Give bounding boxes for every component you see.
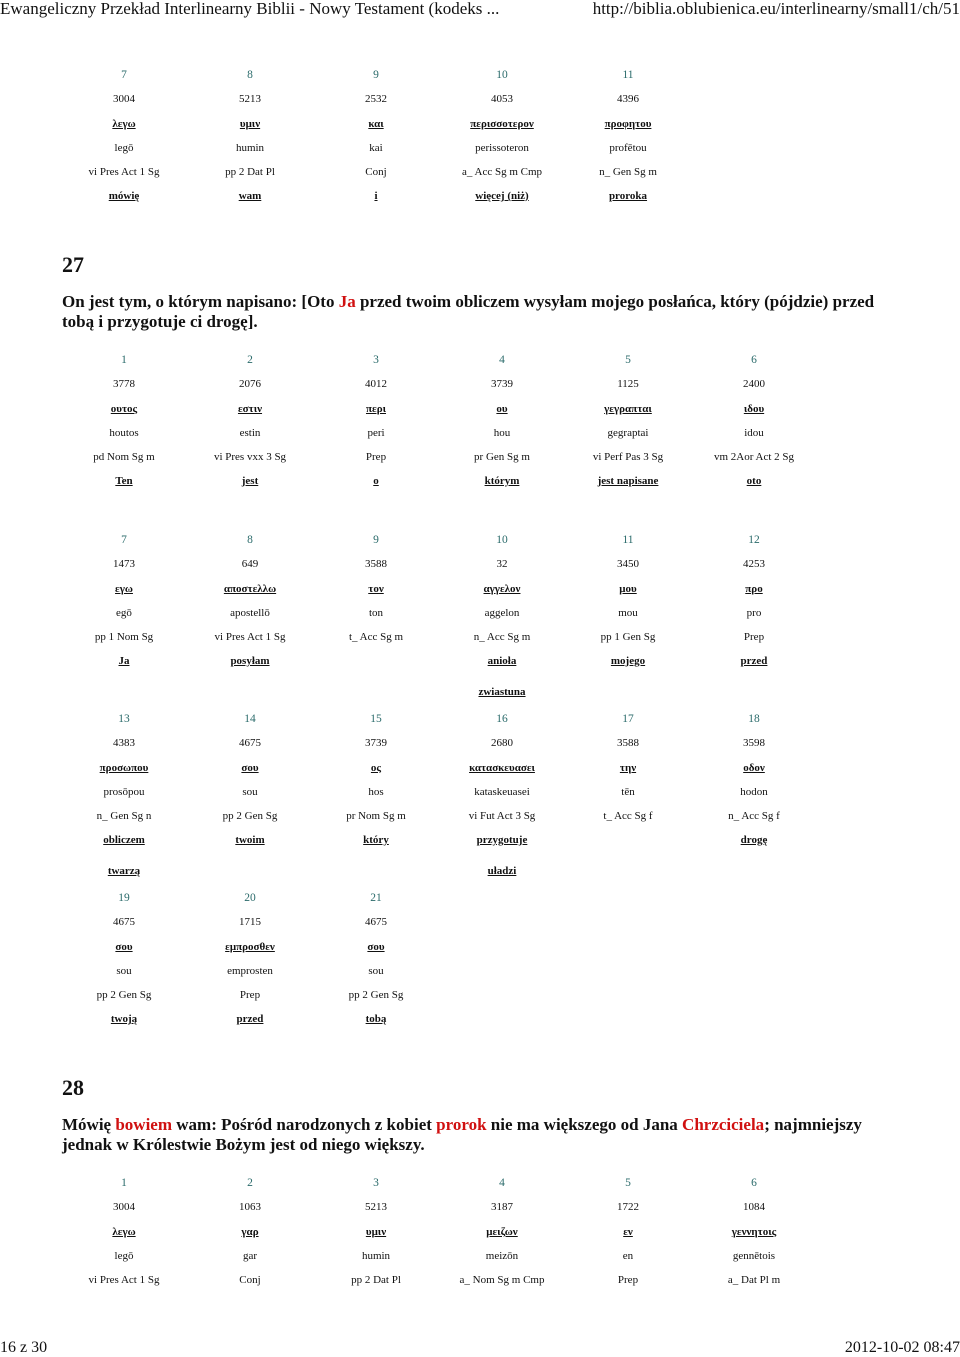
greek-word-link[interactable]: ουτος <box>110 403 138 415</box>
print-datetime: 2012-10-02 08:47 <box>844 1339 960 1356</box>
transliteration: humin <box>235 142 265 154</box>
morphology: Prep <box>239 989 261 1001</box>
word-number: 10 <box>496 69 508 81</box>
highlighted-word: Chrzciciela <box>682 1115 765 1134</box>
morphology: pp 1 Nom Sg <box>94 631 154 643</box>
morphology: vi Fut Act 3 Sg <box>468 810 536 822</box>
strong-number: 1722 <box>617 1201 639 1213</box>
word-number: 17 <box>622 713 634 725</box>
strong-number: 1063 <box>239 1201 261 1213</box>
strong-number: 5213 <box>239 93 261 105</box>
word-column <box>313 711 439 881</box>
word-number: 3 <box>373 354 379 366</box>
word-number: 4 <box>499 1177 505 1189</box>
word-number: 7 <box>121 69 127 81</box>
transliteration: apostellō <box>230 607 270 619</box>
morphology: vi Perf Pas 3 Sg <box>592 451 664 463</box>
transliteration: aggelon <box>484 607 520 619</box>
morphology: n_ Gen Sg m <box>599 166 657 178</box>
highlighted-word: bowiem <box>115 1115 173 1134</box>
word-number: 20 <box>244 892 256 904</box>
word-column <box>565 352 691 522</box>
greek-word-link[interactable]: γεννητοις <box>731 1226 777 1238</box>
word-number: 5 <box>625 1177 631 1189</box>
word-group <box>61 532 817 702</box>
word-column <box>187 1175 313 1345</box>
morphology: pp 2 Gen Sg <box>222 810 278 822</box>
morphology: pp 1 Gen Sg <box>600 631 656 643</box>
transliteration: ton <box>368 607 384 619</box>
transliteration: perissoteron <box>475 142 529 154</box>
word-column <box>565 532 691 702</box>
greek-word-link[interactable]: προσωπου <box>99 762 149 774</box>
polish-translation-link[interactable]: mojego <box>610 655 646 667</box>
polish-translation-link[interactable]: przygotuje <box>476 834 528 846</box>
polish-translation-link[interactable]: jest <box>241 475 259 487</box>
word-number: 9 <box>373 69 379 81</box>
word-column <box>565 1175 691 1345</box>
word-column <box>439 1175 565 1345</box>
morphology: a_ Dat Pl m <box>727 1274 781 1286</box>
verse-number: 27 <box>62 252 84 277</box>
word-column <box>61 890 187 1060</box>
greek-word-link[interactable]: λεγω <box>112 1226 136 1238</box>
morphology: Prep <box>743 631 765 643</box>
word-number: 14 <box>244 713 256 725</box>
transliteration: gennētois <box>732 1250 776 1262</box>
verse-text-segment: nie ma większego od Jana <box>486 1115 683 1134</box>
strong-number: 3588 <box>617 737 639 749</box>
transliteration: profētou <box>609 142 647 154</box>
strong-number: 4675 <box>239 737 261 749</box>
word-number: 19 <box>118 892 130 904</box>
transliteration: legō <box>114 142 134 154</box>
strong-number: 2076 <box>239 378 261 390</box>
page-header-url[interactable]: http://biblia.oblubienica.eu/interlinearny/small1/ch/51 <box>592 0 960 18</box>
strong-number: 3598 <box>743 737 765 749</box>
morphology: pp 2 Gen Sg <box>348 989 404 1001</box>
polish-translation-link[interactable]: jest napisane <box>597 475 659 487</box>
strong-number: 3450 <box>617 558 639 570</box>
greek-word-link[interactable]: ος <box>370 762 382 774</box>
strong-number: 4396 <box>617 93 639 105</box>
polish-alternative-link[interactable]: zwiastuna <box>478 686 526 698</box>
word-column <box>187 352 313 522</box>
word-number: 11 <box>622 69 634 81</box>
transliteration: kataskeuasei <box>474 786 530 798</box>
polish-translation-link[interactable]: anioła <box>487 655 517 667</box>
strong-number: 4675 <box>365 916 387 928</box>
polish-translation-link[interactable]: więcej (niż) <box>475 190 529 202</box>
greek-word-link[interactable]: προ <box>745 583 763 595</box>
strong-number: 649 <box>241 558 259 570</box>
word-column <box>313 890 439 1060</box>
verse-text-segment: On jest tym, o którym napisano: [Oto <box>62 292 339 311</box>
verse-number: 28 <box>62 1075 84 1100</box>
transliteration: sou <box>242 786 258 798</box>
polish-alternative-link[interactable]: twarzą <box>107 865 141 877</box>
strong-number: 3004 <box>113 1201 135 1213</box>
polish-translation-link[interactable]: i <box>374 190 378 202</box>
morphology: pr Gen Sg m <box>474 451 530 463</box>
polish-translation-link[interactable]: który <box>363 834 389 846</box>
greek-word-link[interactable]: προφητου <box>604 118 652 130</box>
word-number: 2 <box>247 1177 253 1189</box>
polish-translation-link[interactable]: którym <box>484 475 520 487</box>
word-number: 1 <box>121 1177 127 1189</box>
word-column <box>61 1175 187 1345</box>
strong-number: 4053 <box>491 93 513 105</box>
transliteration: idou <box>744 427 764 439</box>
strong-number: 1715 <box>239 916 261 928</box>
word-column <box>313 67 439 237</box>
word-number: 15 <box>370 713 382 725</box>
greek-word-link[interactable]: γεγραπται <box>604 403 652 415</box>
transliteration: en <box>622 1250 634 1262</box>
greek-word-link[interactable]: γαρ <box>241 1226 259 1238</box>
morphology: pr Nom Sg m <box>346 810 406 822</box>
word-column <box>313 532 439 702</box>
transliteration: peri <box>367 427 385 439</box>
strong-number: 3187 <box>491 1201 513 1213</box>
strong-number: 2680 <box>491 737 513 749</box>
polish-translation-link[interactable]: przed <box>740 655 768 667</box>
polish-translation-link[interactable]: twoją <box>110 1013 138 1025</box>
word-column <box>187 67 313 237</box>
polish-translation-link[interactable]: proroka <box>608 190 648 202</box>
word-number: 10 <box>496 534 508 546</box>
transliteration: gegraptai <box>607 427 649 439</box>
page-counter: 16 z 30 <box>0 1339 48 1356</box>
morphology: Conj <box>239 1274 261 1286</box>
greek-word-link[interactable]: ου <box>496 403 508 415</box>
polish-translation-link[interactable]: o <box>373 475 379 487</box>
morphology: vi Pres vxx 3 Sg <box>213 451 287 463</box>
morphology: a_ Nom Sg m Cmp <box>459 1274 545 1286</box>
highlighted-word: prorok <box>436 1115 487 1134</box>
morphology: pp 2 Dat Pl <box>351 1274 401 1286</box>
word-group <box>61 1175 817 1345</box>
transliteration: egō <box>116 607 132 619</box>
transliteration: prosōpou <box>103 786 145 798</box>
morphology: pp 2 Dat Pl <box>225 166 275 178</box>
word-column <box>61 532 187 702</box>
word-number: 7 <box>121 534 127 546</box>
word-group <box>61 67 817 237</box>
strong-number: 4383 <box>113 737 135 749</box>
morphology: vi Pres Act 1 Sg <box>88 1274 160 1286</box>
strong-number: 3778 <box>113 378 135 390</box>
morphology: vi Pres Act 1 Sg <box>214 631 286 643</box>
word-column <box>187 890 313 1060</box>
transliteration: kai <box>369 142 383 154</box>
greek-word-link[interactable]: περι <box>365 403 387 415</box>
strong-number: 2400 <box>743 378 765 390</box>
word-column <box>439 532 565 702</box>
word-column <box>61 352 187 522</box>
greek-word-link[interactable]: αποστελλω <box>223 583 277 595</box>
strong-number: 4253 <box>743 558 765 570</box>
strong-number: 1473 <box>113 558 135 570</box>
strong-number: 1125 <box>617 378 639 390</box>
word-column <box>313 352 439 522</box>
transliteration: emprosten <box>227 965 273 977</box>
greek-word-link[interactable]: ιδου <box>743 403 765 415</box>
strong-number: 1084 <box>743 1201 765 1213</box>
greek-word-link[interactable]: υμιν <box>365 1226 387 1238</box>
greek-word-link[interactable]: οδον <box>743 762 765 774</box>
word-column <box>691 532 817 702</box>
greek-word-link[interactable]: την <box>619 762 637 774</box>
polish-translation-link[interactable]: tobą <box>365 1013 387 1025</box>
word-number: 11 <box>622 534 634 546</box>
transliteration: pro <box>746 607 762 619</box>
morphology: a_ Acc Sg m Cmp <box>461 166 543 178</box>
word-number: 8 <box>247 69 253 81</box>
polish-translation-link[interactable]: Ten <box>115 475 133 487</box>
highlighted-word: Ja <box>338 292 356 311</box>
verse-text-segment: wam: Pośród narodzonych z kobiet <box>172 1115 437 1134</box>
morphology: n_ Acc Sg m <box>473 631 531 643</box>
transliteration: sou <box>116 965 132 977</box>
word-number: 13 <box>118 713 130 725</box>
greek-word-link[interactable]: μειζων <box>486 1226 518 1238</box>
polish-translation-link[interactable]: Ja <box>118 655 130 667</box>
transliteration: meizōn <box>485 1250 519 1262</box>
word-number: 9 <box>373 534 379 546</box>
strong-number: 2532 <box>365 93 387 105</box>
verse-text-segment: Mówię <box>62 1115 116 1134</box>
word-number: 2 <box>247 354 253 366</box>
morphology: Prep <box>617 1274 639 1286</box>
word-column <box>187 532 313 702</box>
word-number: 4 <box>499 354 505 366</box>
greek-word-link[interactable]: υμιν <box>239 118 261 130</box>
word-column <box>691 1175 817 1345</box>
strong-number: 4675 <box>113 916 135 928</box>
transliteration: hodon <box>740 786 768 798</box>
polish-alternative-link[interactable]: uładzi <box>487 865 517 877</box>
word-column <box>61 711 187 881</box>
strong-number: 32 <box>496 558 508 570</box>
polish-translation-link[interactable]: przed <box>236 1013 264 1025</box>
transliteration: houtos <box>109 427 139 439</box>
greek-word-link[interactable]: σου <box>367 941 385 953</box>
morphology: vi Pres Act 1 Sg <box>88 166 160 178</box>
transliteration: gar <box>242 1250 258 1262</box>
greek-word-link[interactable]: εγω <box>115 583 133 595</box>
morphology: Prep <box>365 451 387 463</box>
strong-number: 4012 <box>365 378 387 390</box>
word-number: 18 <box>748 713 760 725</box>
verse-text <box>62 292 892 332</box>
word-column <box>565 67 691 237</box>
strong-number: 3739 <box>491 378 513 390</box>
word-column <box>691 352 817 522</box>
greek-word-link[interactable]: εν <box>623 1226 633 1238</box>
polish-translation-link[interactable]: drogę <box>740 834 768 846</box>
greek-word-link[interactable]: περισσοτερον <box>470 118 534 130</box>
word-column <box>439 352 565 522</box>
greek-word-link[interactable]: τον <box>368 583 384 595</box>
word-number: 1 <box>121 354 127 366</box>
word-column <box>439 711 565 881</box>
transliteration: estin <box>239 427 261 439</box>
polish-translation-link[interactable]: wam <box>238 190 262 202</box>
word-group <box>61 890 817 1060</box>
polish-translation-link[interactable]: obliczem <box>103 834 145 846</box>
strong-number: 3588 <box>365 558 387 570</box>
transliteration: humin <box>361 1250 391 1262</box>
word-group <box>61 711 817 881</box>
transliteration: mou <box>618 607 638 619</box>
word-column <box>313 1175 439 1345</box>
transliteration: hos <box>368 786 384 798</box>
transliteration: hou <box>493 427 511 439</box>
morphology: pd Nom Sg m <box>93 451 155 463</box>
word-number: 3 <box>373 1177 379 1189</box>
polish-translation-link[interactable]: mówię <box>108 190 140 202</box>
strong-number: 3004 <box>113 93 135 105</box>
morphology: pp 2 Gen Sg <box>96 989 152 1001</box>
word-number: 12 <box>748 534 760 546</box>
greek-word-link[interactable]: σου <box>115 941 133 953</box>
word-column <box>187 711 313 881</box>
word-number: 5 <box>625 354 631 366</box>
greek-word-link[interactable]: λεγω <box>112 118 136 130</box>
greek-word-link[interactable]: και <box>368 118 384 130</box>
strong-number: 3739 <box>365 737 387 749</box>
word-number: 21 <box>370 892 382 904</box>
polish-translation-link[interactable]: posyłam <box>230 655 270 667</box>
strong-number: 5213 <box>365 1201 387 1213</box>
word-column <box>61 67 187 237</box>
transliteration: tēn <box>621 786 635 798</box>
greek-word-link[interactable]: κατασκευασει <box>469 762 535 774</box>
word-number: 16 <box>496 713 508 725</box>
verse-text <box>62 1115 892 1155</box>
morphology: t_ Acc Sg f <box>603 810 653 822</box>
word-number: 6 <box>751 1177 757 1189</box>
word-column <box>565 711 691 881</box>
morphology: Conj <box>365 166 387 178</box>
greek-word-link[interactable]: εμπροσθεν <box>225 941 275 953</box>
greek-word-link[interactable]: σου <box>241 762 259 774</box>
morphology: n_ Acc Sg f <box>728 810 780 822</box>
transliteration: legō <box>114 1250 134 1262</box>
greek-word-link[interactable]: εστιν <box>237 403 263 415</box>
polish-translation-link[interactable]: twoim <box>235 834 265 846</box>
greek-word-link[interactable]: αγγελον <box>483 583 521 595</box>
morphology: t_ Acc Sg m <box>348 631 404 643</box>
morphology: vm 2Aor Act 2 Sg <box>713 451 795 463</box>
word-group <box>61 352 817 522</box>
word-number: 6 <box>751 354 757 366</box>
word-column <box>439 67 565 237</box>
morphology: n_ Gen Sg n <box>96 810 152 822</box>
word-column <box>691 711 817 881</box>
verse-text-segment: ; najmniejszy jednak w Królestwie Bożym jest od niego większy. <box>62 1115 862 1154</box>
greek-word-link[interactable]: μου <box>619 583 637 595</box>
verse-text-segment: przed twoim obliczem wysyłam mojego posłańca, który (pójdzie) przed tobą i przygotuje ci drogę]. <box>62 292 875 331</box>
polish-translation-link[interactable]: oto <box>746 475 762 487</box>
page-header-title: Ewangeliczny Przekład Interlinearny Biblii - Nowy Testament (kodeks ... <box>0 0 500 18</box>
word-number: 8 <box>247 534 253 546</box>
transliteration: sou <box>368 965 384 977</box>
